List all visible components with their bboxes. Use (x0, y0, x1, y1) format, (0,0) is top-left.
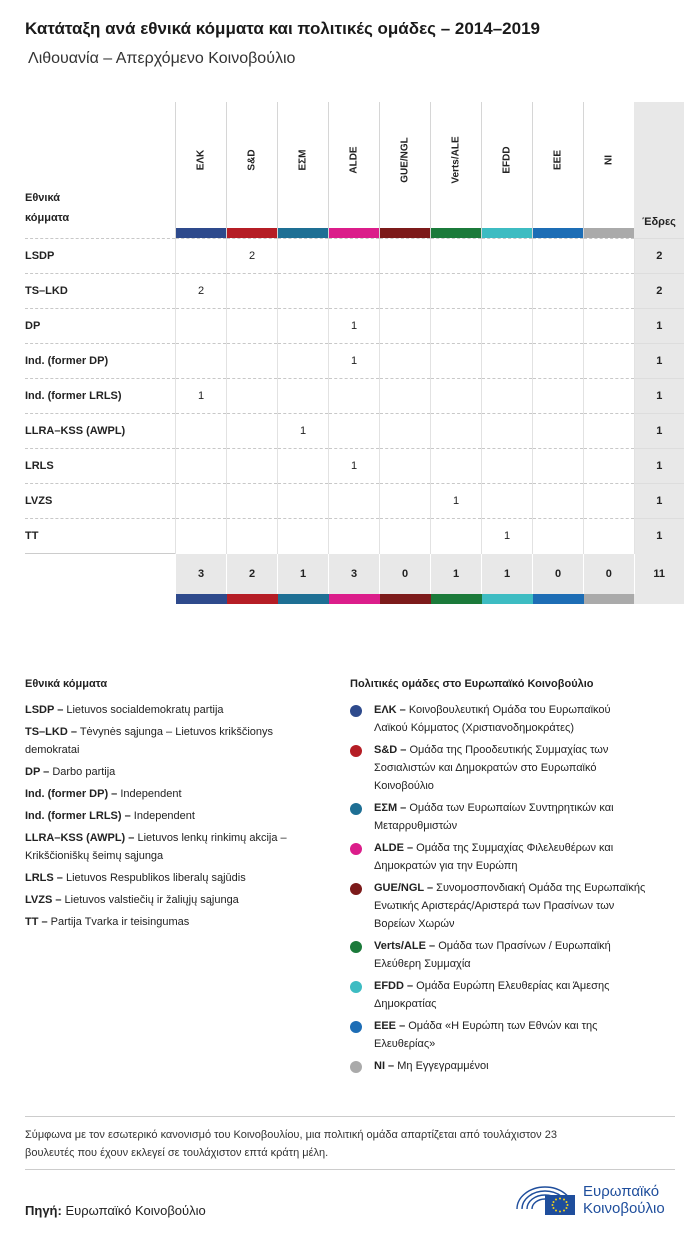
row-total: 1 (634, 344, 684, 379)
party-name: Ind. (former LRLS) (25, 379, 176, 414)
seat-cell (584, 519, 635, 554)
party-name: TS–LKD (25, 274, 176, 309)
group-description: Ομάδα των Πρασίνων / Ευρωπαϊκή (435, 940, 611, 952)
group-column-header (533, 102, 584, 239)
group-abbr: NI – (374, 1060, 395, 1072)
row-total: 2 (634, 274, 684, 309)
party-abbr: Ind. (former DP) – (25, 788, 118, 800)
group-total: 2 (227, 554, 278, 595)
seat-cell (380, 309, 431, 344)
seat-cell (176, 449, 227, 484)
seat-cell (431, 414, 482, 449)
seat-cell (380, 449, 431, 484)
seat-cell (380, 379, 431, 414)
party-abbr: LSDP – (25, 704, 64, 716)
party-abbr: LRLS – (25, 872, 63, 884)
seat-cell: 1 (329, 309, 380, 344)
party-name: LRLS (25, 449, 176, 484)
seat-cell (482, 379, 533, 414)
group-description: Ομάδα της Προοδευτικής Συμμαχίας των (406, 744, 609, 756)
seat-cell (380, 414, 431, 449)
table-row (25, 379, 684, 414)
seat-cell (227, 379, 278, 414)
rules-note (25, 1126, 665, 1162)
group-color-bar (431, 594, 482, 604)
group-color-bar (329, 594, 380, 604)
group-description: Δημοκρατίας (374, 998, 437, 1010)
party-name: LVZS (25, 484, 176, 519)
group-color-bar (584, 594, 635, 604)
group-legend-line (374, 1017, 597, 1035)
seat-cell (533, 274, 584, 309)
group-legend-line (374, 955, 471, 973)
seat-cell (278, 379, 329, 414)
party-abbr: LLRA–KSS (AWPL) – (25, 832, 135, 844)
seat-cell (176, 414, 227, 449)
seat-cell (227, 449, 278, 484)
group-color-bar (176, 594, 227, 604)
seat-cell (584, 449, 635, 484)
color-bar-spacer (25, 594, 176, 604)
seat-cell (482, 344, 533, 379)
row-total: 2 (634, 239, 684, 274)
group-color-bar (380, 228, 430, 238)
group-color-bar (278, 594, 329, 604)
seat-cell (227, 344, 278, 379)
group-legend-line (374, 857, 518, 875)
group-color-bar (380, 594, 431, 604)
seat-cell (176, 309, 227, 344)
seat-cell (482, 274, 533, 309)
group-label: EFDD (501, 146, 513, 174)
european-parliament-logo (513, 1179, 678, 1219)
group-legend-line (374, 839, 613, 857)
party-name: LLRA–KSS (AWPL) (25, 414, 176, 449)
seat-cell (482, 449, 533, 484)
row-total: 1 (634, 379, 684, 414)
seat-cell (584, 239, 635, 274)
group-total: 1 (431, 554, 482, 595)
seat-cell (584, 274, 635, 309)
group-legend-line (374, 897, 614, 915)
group-color-dot (350, 883, 362, 895)
seat-cell (329, 274, 380, 309)
group-legend-title: Πολιτικές ομάδες στο Ευρωπαϊκό Κοινοβούλιο (350, 678, 594, 690)
party-full-name: Lietuvos socialdemokratų partija (63, 704, 224, 716)
seat-cell (227, 414, 278, 449)
seat-cell (533, 379, 584, 414)
group-description: Ομάδα της Συμμαχίας Φιλελευθέρων και (413, 842, 614, 854)
group-color-dot (350, 981, 362, 993)
group-column-header (584, 102, 635, 239)
national-legend-item (25, 891, 239, 909)
national-legend-item (25, 913, 189, 931)
group-color-dot (350, 1061, 362, 1073)
group-description: Μη Εγγεγραμμένοι (394, 1060, 489, 1072)
party-abbr: TT – (25, 916, 48, 928)
source-credit (25, 1203, 206, 1218)
group-color-bar (584, 228, 634, 238)
group-column-header (329, 102, 380, 239)
seat-cell (227, 484, 278, 519)
party-name: DP (25, 309, 176, 344)
seat-cell (176, 519, 227, 554)
national-legend-item (25, 701, 224, 719)
group-column-header (176, 102, 227, 239)
seat-cell (329, 379, 380, 414)
group-color-bar (533, 228, 583, 238)
group-label: ΕΛΚ (195, 149, 207, 171)
group-legend-line (374, 879, 645, 897)
seat-cell (533, 344, 584, 379)
national-legend-item (25, 741, 79, 759)
group-color-dot (350, 745, 362, 757)
seat-cell (278, 309, 329, 344)
group-color-bar (533, 594, 584, 604)
group-legend-line (374, 701, 611, 719)
seat-cell: 1 (482, 519, 533, 554)
group-description: Κοινοβούλιο (374, 780, 434, 792)
group-column-header (431, 102, 482, 239)
group-color-bar (482, 228, 532, 238)
party-name: LSDP (25, 239, 176, 274)
seat-cell (584, 379, 635, 414)
seat-cell (584, 414, 635, 449)
party-abbr: DP – (25, 766, 50, 778)
group-color-bar (329, 228, 379, 238)
totals-row (25, 554, 684, 595)
seat-cell (176, 344, 227, 379)
group-color-bar (227, 228, 277, 238)
group-description: Βορείων Χωρών (374, 918, 455, 930)
table-row (25, 239, 684, 274)
seat-cell (482, 309, 533, 344)
group-legend-line (374, 817, 457, 835)
group-column-header (278, 102, 329, 239)
seat-cell: 1 (329, 344, 380, 379)
seat-cell (431, 274, 482, 309)
table-row (25, 414, 684, 449)
seats-column-header: Έδρες (634, 102, 684, 239)
seat-cell (533, 519, 584, 554)
national-legend-item (25, 847, 163, 865)
seat-cell (278, 519, 329, 554)
seat-cell (584, 484, 635, 519)
seat-cell (482, 484, 533, 519)
national-legend-item (25, 723, 273, 741)
group-legend-line (374, 1035, 435, 1053)
seat-cell (176, 239, 227, 274)
party-abbr: Ind. (former LRLS) – (25, 810, 131, 822)
group-total: 1 (278, 554, 329, 595)
seat-cell (227, 274, 278, 309)
group-abbr: Verts/ALE – (374, 940, 436, 952)
party-full-name: demokratai (25, 744, 80, 756)
table-row (25, 309, 684, 344)
page-title: Κατάταξη ανά εθνικά κόμματα και πολιτικές ομάδες – 2014–2019 (25, 19, 540, 38)
party-header-text: κόμματα (25, 212, 70, 224)
seat-cell (482, 414, 533, 449)
table-row (25, 449, 684, 484)
seat-cell (431, 449, 482, 484)
table-row (25, 274, 684, 309)
group-description: Ομάδα των Ευρωπαίων Συντηρητικών και (406, 802, 614, 814)
seat-cell (584, 344, 635, 379)
group-abbr: ΕΛΚ – (374, 704, 406, 716)
group-description: Ενωτικής Αριστεράς/Αριστερά των Πρασίνων των (374, 900, 615, 912)
party-full-name: Lietuvos valstiečių ir žaliųjų sąjunga (61, 894, 239, 906)
totals-row-spacer (25, 554, 176, 595)
group-color-bar (227, 594, 278, 604)
group-legend-line (374, 915, 454, 933)
color-bar-row (25, 594, 684, 604)
group-description: Ελεύθερη Συμμαχία (374, 958, 471, 970)
seat-cell (533, 449, 584, 484)
seat-cell (533, 484, 584, 519)
seat-cell (380, 519, 431, 554)
source-value: Ευρωπαϊκό Κοινοβούλιο (61, 1203, 206, 1218)
group-label: ΕΣΜ (297, 149, 309, 171)
group-color-dot (350, 1021, 362, 1033)
group-color-dot (350, 705, 362, 717)
group-color-bar (278, 228, 328, 238)
party-abbr: TS–LKD – (25, 726, 77, 738)
group-color-bar (482, 594, 533, 604)
group-description: Ομάδα «Η Ευρώπη των Εθνών και της (405, 1020, 598, 1032)
seat-cell (533, 309, 584, 344)
group-description: Συνομοσπονδιακή Ομάδα της Ευρωπαϊκής (433, 882, 646, 894)
note-line: Σύμφωνα με τον εσωτερικό κανονισμό του Κοινοβουλίου, μια πολιτική ομάδα απαρτίζεται από τουλάχιστον 23 (25, 1129, 557, 1141)
table-row (25, 344, 684, 379)
national-legend-item (25, 869, 246, 887)
national-legend-item (25, 785, 182, 803)
seat-cell (278, 344, 329, 379)
group-description: Ομάδα Ευρώπη Ελευθερίας και Άμεσης (413, 980, 610, 992)
group-total: 0 (584, 554, 635, 595)
group-label: EEE (552, 149, 564, 171)
party-full-name: Independent (117, 788, 182, 800)
party-full-name: Lietuvos Respublikos liberalų sąjūdis (62, 872, 246, 884)
group-abbr: ΕΣΜ – (374, 802, 407, 814)
group-label: GUE/NGL (399, 137, 411, 183)
group-description: Κοινοβουλευτική Ομάδα του Ευρωπαϊκού (405, 704, 611, 716)
seat-cell: 1 (278, 414, 329, 449)
group-description: Λαϊκού Κόμματος (Χριστιανοδημοκράτες) (374, 722, 575, 734)
row-total: 1 (634, 414, 684, 449)
seat-cell (329, 239, 380, 274)
group-legend-line (374, 741, 608, 759)
logo-text: Κοινοβούλιο (583, 1200, 665, 1217)
group-description: Ελευθερίας» (374, 1038, 436, 1050)
seat-cell: 1 (176, 379, 227, 414)
row-total: 1 (634, 449, 684, 484)
group-legend-line (374, 977, 609, 995)
national-legend-item (25, 829, 287, 847)
page-subtitle: Λιθουανία – Απερχόμενο Κοινοβούλιο (28, 50, 296, 67)
seat-cell: 1 (431, 484, 482, 519)
group-legend-line (374, 995, 437, 1013)
national-legend-item (25, 763, 115, 781)
seat-cell (431, 239, 482, 274)
seat-cell (176, 484, 227, 519)
party-full-name: Independent (130, 810, 195, 822)
seat-cell (380, 239, 431, 274)
party-name: Ind. (former DP) (25, 344, 176, 379)
group-color-dot (350, 803, 362, 815)
seat-cell (431, 379, 482, 414)
table-row (25, 484, 684, 519)
seat-cell (278, 274, 329, 309)
party-full-name: Lietuvos lenkų rinkimų akcija – (134, 832, 287, 844)
party-header-text: Εθνικά (25, 192, 60, 204)
group-column-header (227, 102, 278, 239)
seat-cell (533, 239, 584, 274)
party-full-name: Tėvynės sąjunga – Lietuvos krikščionys (76, 726, 274, 738)
seat-cell: 2 (176, 274, 227, 309)
seats-table (25, 102, 684, 604)
group-color-bar (176, 228, 226, 238)
seat-cell (380, 484, 431, 519)
party-column-header (25, 102, 176, 239)
divider (25, 1116, 675, 1117)
group-color-dot (350, 941, 362, 953)
seat-cell (227, 519, 278, 554)
group-column-header (380, 102, 431, 239)
group-abbr: EFDD – (374, 980, 414, 992)
seat-cell (431, 344, 482, 379)
seats-bar-cell (634, 594, 684, 604)
note-line: βουλευτές που έχουν εκλεγεί σε τουλάχιστον επτά κράτη μέλη. (25, 1147, 329, 1159)
group-label: ALDE (348, 146, 360, 174)
table-row (25, 519, 684, 554)
group-column-header (482, 102, 533, 239)
seat-cell (227, 309, 278, 344)
party-abbr: LVZS – (25, 894, 62, 906)
national-legend-title: Εθνικά κόμματα (25, 678, 108, 690)
party-full-name: Partija Tvarka ir teisingumas (47, 916, 190, 928)
divider (25, 1169, 675, 1170)
national-legend-item (25, 807, 195, 825)
group-legend-line (374, 759, 596, 777)
group-abbr: EEE – (374, 1020, 406, 1032)
group-abbr: GUE/NGL – (374, 882, 434, 894)
seat-cell: 2 (227, 239, 278, 274)
seat-cell (329, 414, 380, 449)
party-full-name: Darbo partija (49, 766, 116, 778)
seat-cell: 1 (329, 449, 380, 484)
group-abbr: ALDE – (374, 842, 414, 854)
group-total: 3 (329, 554, 380, 595)
group-abbr: S&D – (374, 744, 407, 756)
party-name: TT (25, 519, 176, 554)
group-legend-line (374, 777, 434, 795)
group-legend-line (374, 799, 614, 817)
group-total: 0 (533, 554, 584, 595)
party-full-name: Krikščioniškų šeimų sąjunga (25, 850, 164, 862)
row-total: 1 (634, 484, 684, 519)
group-total: 3 (176, 554, 227, 595)
grand-total: 11 (634, 554, 684, 595)
logo-text: Ευρωπαϊκό (583, 1183, 660, 1200)
seat-cell (278, 239, 329, 274)
seat-cell (380, 274, 431, 309)
group-description: Σοσιαλιστών και Δημοκρατών στο Ευρωπαϊκό (374, 762, 597, 774)
parliament-emblem-icon (513, 1179, 577, 1217)
group-total: 1 (482, 554, 533, 595)
seat-cell (380, 344, 431, 379)
seat-cell (584, 309, 635, 344)
group-color-dot (350, 843, 362, 855)
seat-cell (329, 519, 380, 554)
seat-cell (431, 309, 482, 344)
seat-cell (482, 239, 533, 274)
group-color-bar (431, 228, 481, 238)
seat-cell (278, 449, 329, 484)
seat-cell (533, 414, 584, 449)
group-total: 0 (380, 554, 431, 595)
table-header-row (25, 102, 684, 239)
seat-cell (278, 484, 329, 519)
group-label: S&D (246, 149, 258, 171)
group-legend-line (374, 937, 611, 955)
source-label: Πηγή: (25, 1203, 62, 1218)
group-description: Δημοκρατών για την Ευρώπη (374, 860, 518, 872)
group-label: Verts/ALE (450, 136, 462, 184)
row-total: 1 (634, 309, 684, 344)
row-total: 1 (634, 519, 684, 554)
group-label: NI (603, 155, 615, 165)
group-legend-line (374, 1057, 489, 1075)
seat-cell (329, 484, 380, 519)
group-legend-line (374, 719, 574, 737)
seat-cell (431, 519, 482, 554)
group-description: Μεταρρυθμιστών (374, 820, 458, 832)
